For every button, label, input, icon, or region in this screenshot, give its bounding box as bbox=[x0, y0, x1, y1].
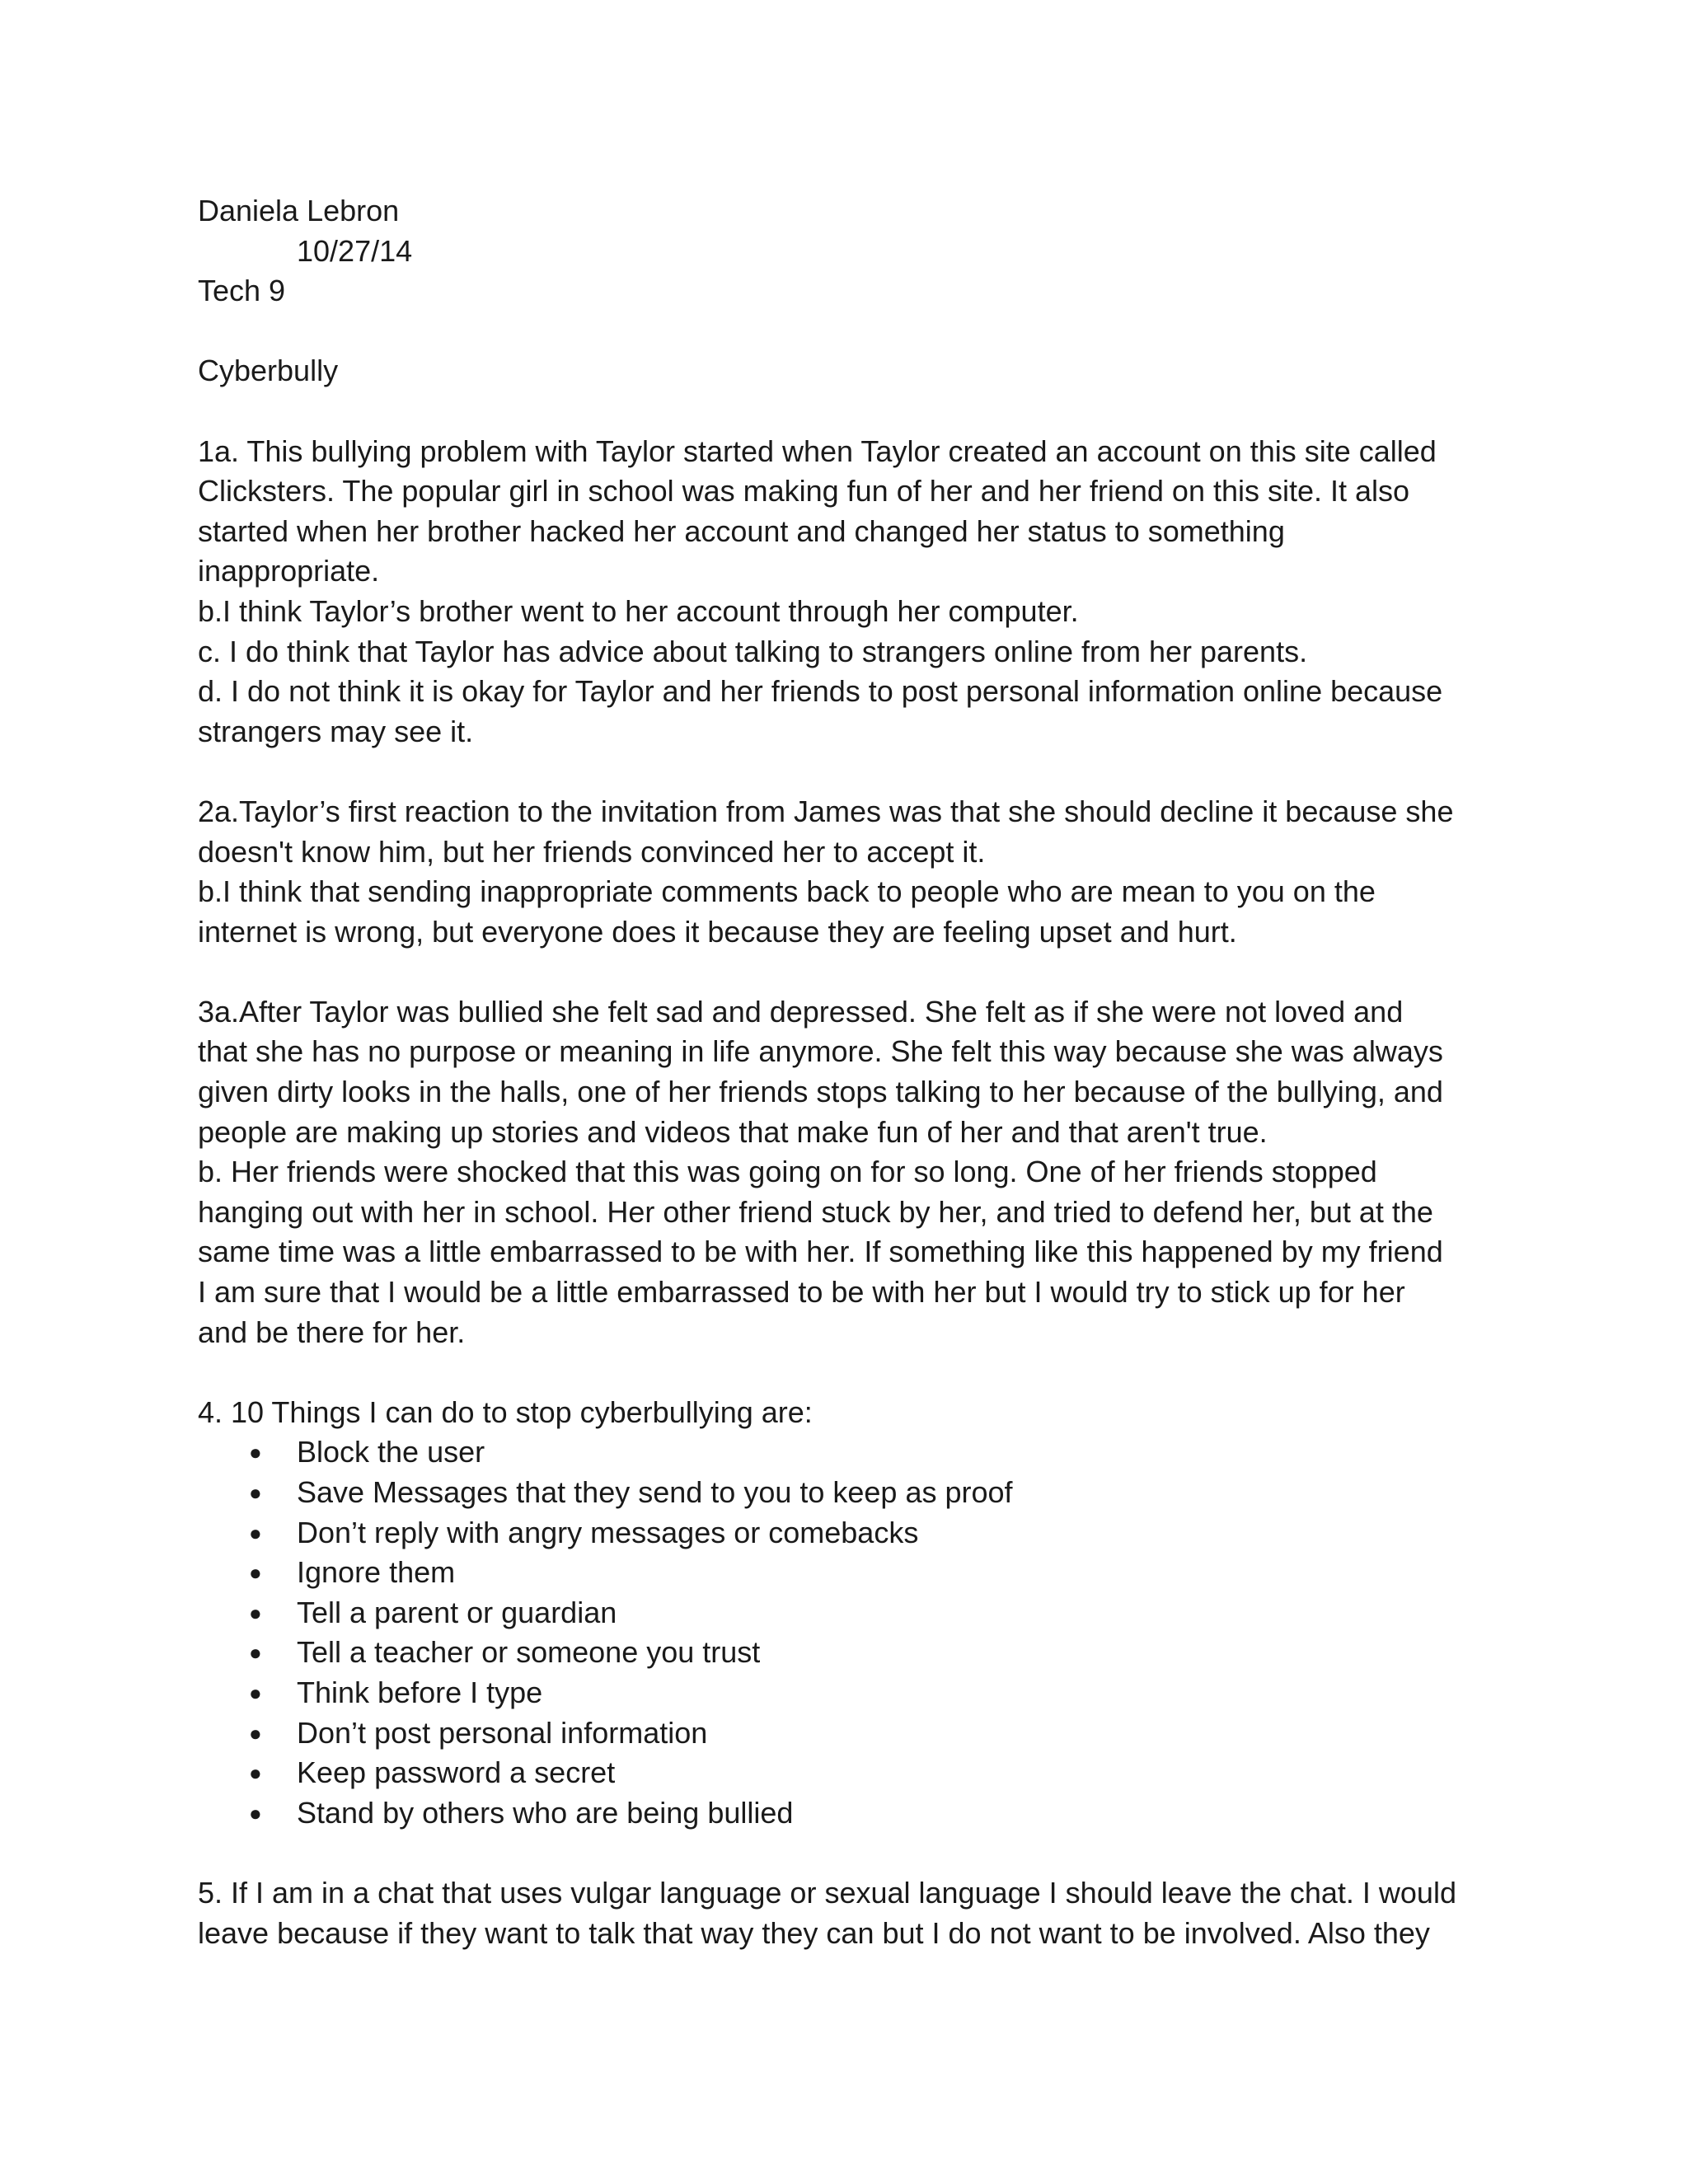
spacer bbox=[198, 1833, 1517, 1873]
answer-1c: c. I do think that Taylor has advice about talking to strangers online from her parents. bbox=[198, 634, 1308, 668]
answer-3a bbox=[198, 992, 1517, 1152]
text-line: people are making up stories and videos that make fun of her and that aren't true. bbox=[198, 1114, 1268, 1149]
text-line: I am sure that I would be a little embarrassed to be with her but I would try to stick up for her bbox=[198, 1275, 1405, 1310]
answer-1a bbox=[198, 432, 1517, 592]
spacer bbox=[198, 312, 1517, 352]
bullet-icon: ● bbox=[249, 1760, 262, 1786]
document-body bbox=[198, 191, 1517, 1953]
text-line: b. Her friends were shocked that this was going on for so long. One of her friends stopped bbox=[198, 1155, 1377, 1189]
bullet-icon: ● bbox=[249, 1640, 262, 1666]
text-line: d. I do not think it is okay for Taylor and her friends to post personal information online because bbox=[198, 674, 1443, 709]
list-item bbox=[198, 1633, 1517, 1673]
document-date: 10/27/14 bbox=[297, 233, 413, 268]
list-item bbox=[198, 1673, 1517, 1713]
spacer bbox=[198, 391, 1517, 432]
text-line: started when her brother hacked her account and changed her status to something bbox=[198, 513, 1285, 548]
list-item-label: Think before I type bbox=[297, 1675, 543, 1709]
text-line: leave because if they want to talk that way they can but I do not want to be involved. Also they bbox=[198, 1915, 1430, 1950]
answer-2b bbox=[198, 872, 1517, 952]
document-title: Cyberbully bbox=[198, 354, 339, 388]
bullet-icon: ● bbox=[249, 1480, 262, 1505]
list-item-label: Tell a teacher or someone you trust bbox=[297, 1635, 761, 1670]
text-line: b.I think that sending inappropriate comments back to people who are mean to you on the bbox=[198, 874, 1376, 909]
list-item-label: Keep password a secret bbox=[297, 1755, 616, 1790]
list-item bbox=[198, 1593, 1517, 1633]
bullet-icon: ● bbox=[249, 1440, 262, 1465]
text-line: inappropriate. bbox=[198, 554, 380, 588]
answer-4-intro: 4. 10 Things I can do to stop cyberbullying are: bbox=[198, 1394, 813, 1429]
text-line: 2a.Taylor’s first reaction to the invitation from James was that she should decline it because she bbox=[198, 794, 1454, 828]
list-item-label: Don’t reply with angry messages or comebacks bbox=[297, 1515, 919, 1549]
list-item-label: Stand by others who are being bullied bbox=[297, 1795, 794, 1830]
list-item bbox=[198, 1753, 1517, 1793]
list-item-label: Don’t post personal information bbox=[297, 1715, 708, 1750]
text-line: hanging out with her in school. Her other friend stuck by her, and tried to defend her, but at the bbox=[198, 1194, 1433, 1229]
bullet-icon: ● bbox=[249, 1680, 262, 1705]
list-item bbox=[198, 1553, 1517, 1593]
text-line: same time was a little embarrassed to be with her. If something like this happened by my friend bbox=[198, 1235, 1443, 1269]
text-line: doesn't know him, but her friends convinced her to accept it. bbox=[198, 834, 986, 869]
spacer bbox=[198, 752, 1517, 792]
things-list bbox=[198, 1432, 1517, 1833]
bullet-icon: ● bbox=[249, 1560, 262, 1586]
text-line: 3a.After Taylor was bullied she felt sad and depressed. She felt as if she were not loved and bbox=[198, 994, 1404, 1029]
answer-5 bbox=[198, 1873, 1517, 1953]
text-line: Clicksters. The popular girl in school was making fun of her and her friend on this site. It also bbox=[198, 474, 1410, 509]
text-line: and be there for her. bbox=[198, 1315, 466, 1349]
bullet-icon: ● bbox=[249, 1720, 262, 1746]
list-item-label: Save Messages that they send to you to keep as proof bbox=[297, 1475, 1013, 1509]
text-line: 1a. This bullying problem with Taylor started when Taylor created an account on this site called bbox=[198, 434, 1437, 468]
answer-2a bbox=[198, 792, 1517, 872]
bullet-icon: ● bbox=[249, 1800, 262, 1825]
list-item bbox=[198, 1513, 1517, 1554]
list-item bbox=[198, 1713, 1517, 1754]
answer-1b: b.I think Taylor’s brother went to her account through her computer. bbox=[198, 593, 1079, 628]
author-name: Daniela Lebron bbox=[198, 194, 400, 227]
list-item-label: Block the user bbox=[297, 1435, 485, 1469]
list-item bbox=[198, 1473, 1517, 1513]
spacer bbox=[198, 1352, 1517, 1393]
list-item-label: Tell a parent or guardian bbox=[297, 1595, 617, 1629]
class-name: Tech 9 bbox=[198, 274, 286, 308]
text-line: given dirty looks in the halls, one of her friends stops talking to her because of the bullying, and bbox=[198, 1075, 1443, 1109]
text-line: internet is wrong, but everyone does it because they are feeling upset and hurt. bbox=[198, 914, 1237, 949]
bullet-icon: ● bbox=[249, 1600, 262, 1625]
list-item-label: Ignore them bbox=[297, 1555, 456, 1590]
spacer bbox=[198, 952, 1517, 992]
text-line: that she has no purpose or meaning in life anymore. She felt this way because she was always bbox=[198, 1034, 1443, 1069]
text-line: 5. If I am in a chat that uses vulgar language or sexual language I should leave the chat. I would bbox=[198, 1875, 1456, 1910]
bullet-icon: ● bbox=[249, 1520, 262, 1545]
list-item bbox=[198, 1793, 1517, 1834]
list-item bbox=[198, 1432, 1517, 1473]
answer-1d bbox=[198, 672, 1517, 752]
text-line: strangers may see it. bbox=[198, 714, 474, 748]
answer-3b bbox=[198, 1152, 1517, 1352]
